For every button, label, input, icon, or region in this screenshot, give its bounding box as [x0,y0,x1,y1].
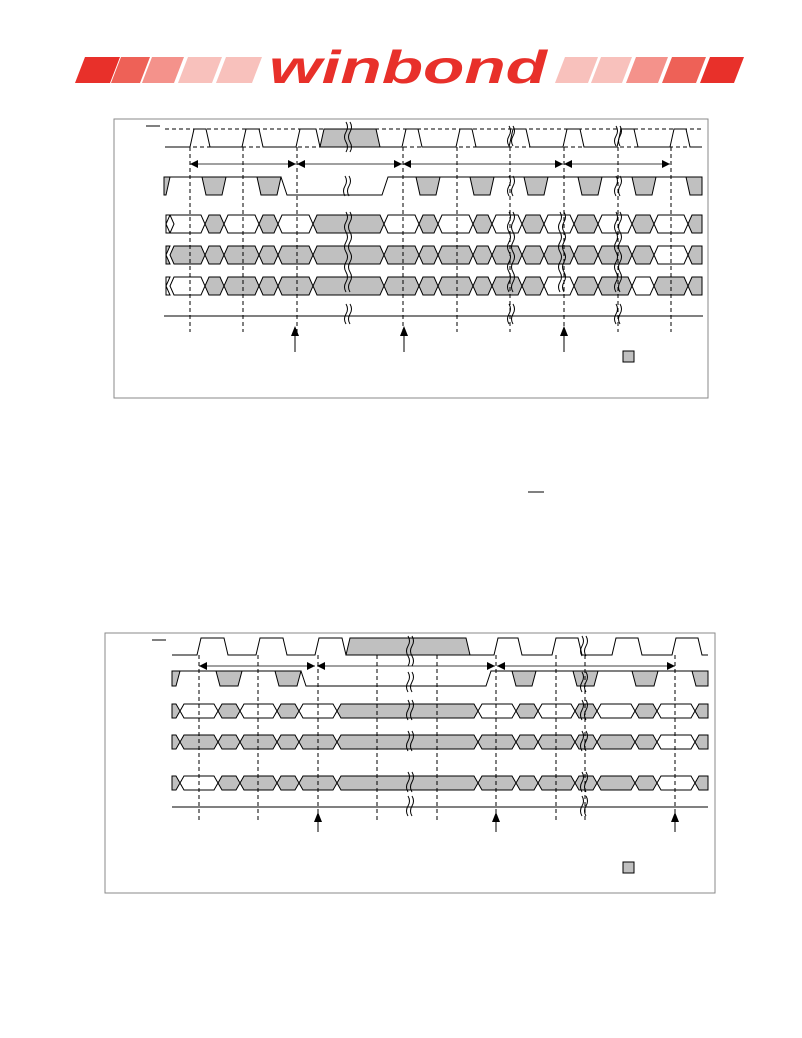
timing-diagram-1 [0,110,802,410]
signal-row-5b [172,776,708,790]
logo-stripes-right [555,57,744,83]
diagram-2-markers [314,812,679,832]
timing-arrows [190,160,670,168]
logo-stripes-left [75,57,262,83]
winbond-logo [0,0,802,100]
signal-row-4b [172,735,708,749]
diagram-1-guides [190,147,671,332]
legend-swatch-2 [623,862,634,873]
timing-diagram-2 [0,625,802,905]
diagram-1-markers [291,326,568,352]
signal-row-3b [172,704,708,718]
diagram-2-frame [105,633,715,893]
legend-swatch-1 [623,351,634,362]
logo-wordmark: winbond [269,41,549,93]
signal-row-2b [172,671,708,686]
signal-row-5 [166,277,702,295]
clock-waveform-2 [172,638,708,655]
text-overbar [526,490,546,494]
